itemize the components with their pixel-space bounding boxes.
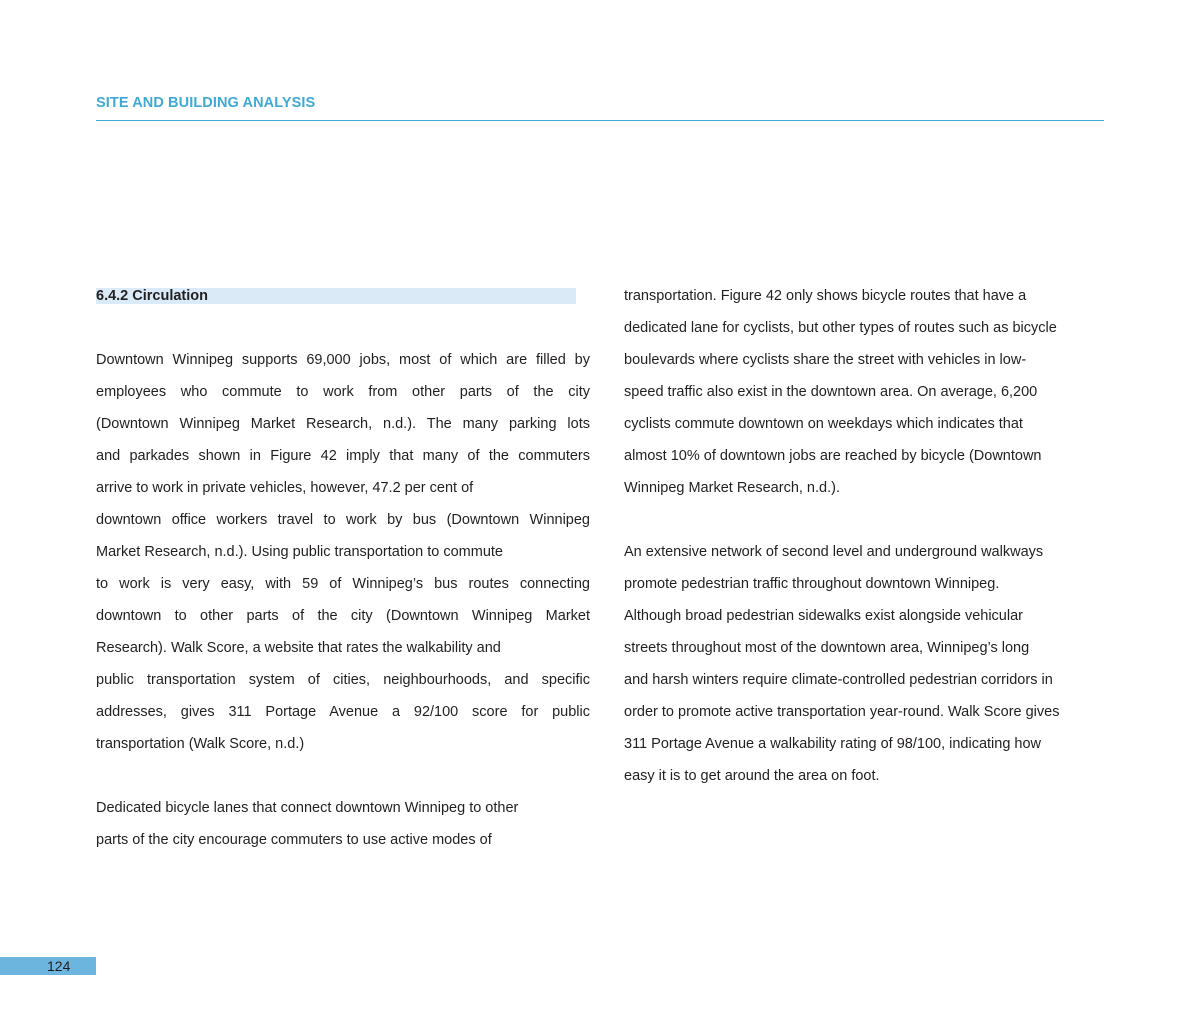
text-line: 311 Portage Avenue a walkability rating of 98/100, indicating how: [624, 736, 1042, 752]
text-line: dedicated lane for cyclists, but other types of routes such as bicycle: [624, 320, 1057, 336]
text-line: easy it is to get around the area on foot.: [624, 768, 880, 784]
text-line: speed traffic also exist in the downtown area. On average, 6,200: [624, 384, 1038, 400]
paragraph-gap: [96, 760, 590, 792]
text-line: transportation. Figure 42 only shows bicycle routes that have a: [624, 288, 1027, 304]
text-line: promote pedestrian traffic throughout downtown Winnipeg.: [624, 576, 1000, 592]
text-line: to work is very easy, with 59 of Winnipeg’s bus routes connecting: [96, 576, 590, 592]
text-line: Downtown Winnipeg supports 69,000 jobs, most of which are filled by: [96, 352, 590, 368]
running-header: SITE AND BUILDING ANALYSIS: [96, 95, 316, 111]
text-line: order to promote active transportation year-round. Walk Score gives: [624, 704, 1060, 720]
section-heading: 6.4.2 Circulation: [96, 288, 576, 304]
text-line: Research). Walk Score, a website that rates the walkability and: [96, 640, 501, 656]
text-line: downtown to other parts of the city (Downtown Winnipeg Market: [96, 608, 590, 624]
text-line: boulevards where cyclists share the street with vehicles in low-: [624, 352, 1027, 368]
paragraph-bicycle-lanes: [96, 792, 590, 856]
paragraph-commuting: [96, 344, 590, 760]
text-line: streets throughout most of the downtown area, Winnipeg’s long: [624, 640, 1030, 656]
text-line: employees who commute to work from other parts of the city: [96, 384, 590, 400]
text-line: addresses, gives 311 Portage Avenue a 92/100 score for public: [96, 704, 590, 720]
paragraph-walkways: [624, 536, 1104, 792]
text-line: downtown office workers travel to work by bus (Downtown Winnipeg: [96, 512, 590, 528]
text-line: Market Research, n.d.). Using public transportation to commute: [96, 544, 503, 560]
text-line: almost 10% of downtown jobs are reached by bicycle (Downtown: [624, 448, 1042, 464]
page-number: 124: [47, 958, 71, 974]
paragraph-gap: [624, 504, 1104, 536]
text-line: parts of the city encourage commuters to use active modes of: [96, 832, 492, 848]
text-line: (Downtown Winnipeg Market Research, n.d.). The many parking lots: [96, 416, 590, 432]
text-line: Dedicated bicycle lanes that connect downtown Winnipeg to other: [96, 800, 519, 816]
text-line: and harsh winters require climate-controlled pedestrian corridors in: [624, 672, 1053, 688]
text-line: arrive to work in private vehicles, however, 47.2 per cent of: [96, 480, 474, 496]
text-line: Winnipeg Market Research, n.d.).: [624, 480, 840, 496]
header-rule: [96, 120, 1104, 121]
paragraph-cycling: [624, 280, 1104, 504]
text-line: and parkades shown in Figure 42 imply that many of the commuters: [96, 448, 590, 464]
text-line: Although broad pedestrian sidewalks exist alongside vehicular: [624, 608, 1023, 624]
text-line: transportation (Walk Score, n.d.): [96, 736, 305, 752]
right-column: [624, 280, 1104, 792]
text-line: An extensive network of second level and underground walkways: [624, 544, 1044, 560]
left-column: [96, 344, 590, 856]
text-line: cyclists commute downtown on weekdays which indicates that: [624, 416, 1023, 432]
text-line: public transportation system of cities, neighbourhoods, and specific: [96, 672, 590, 688]
